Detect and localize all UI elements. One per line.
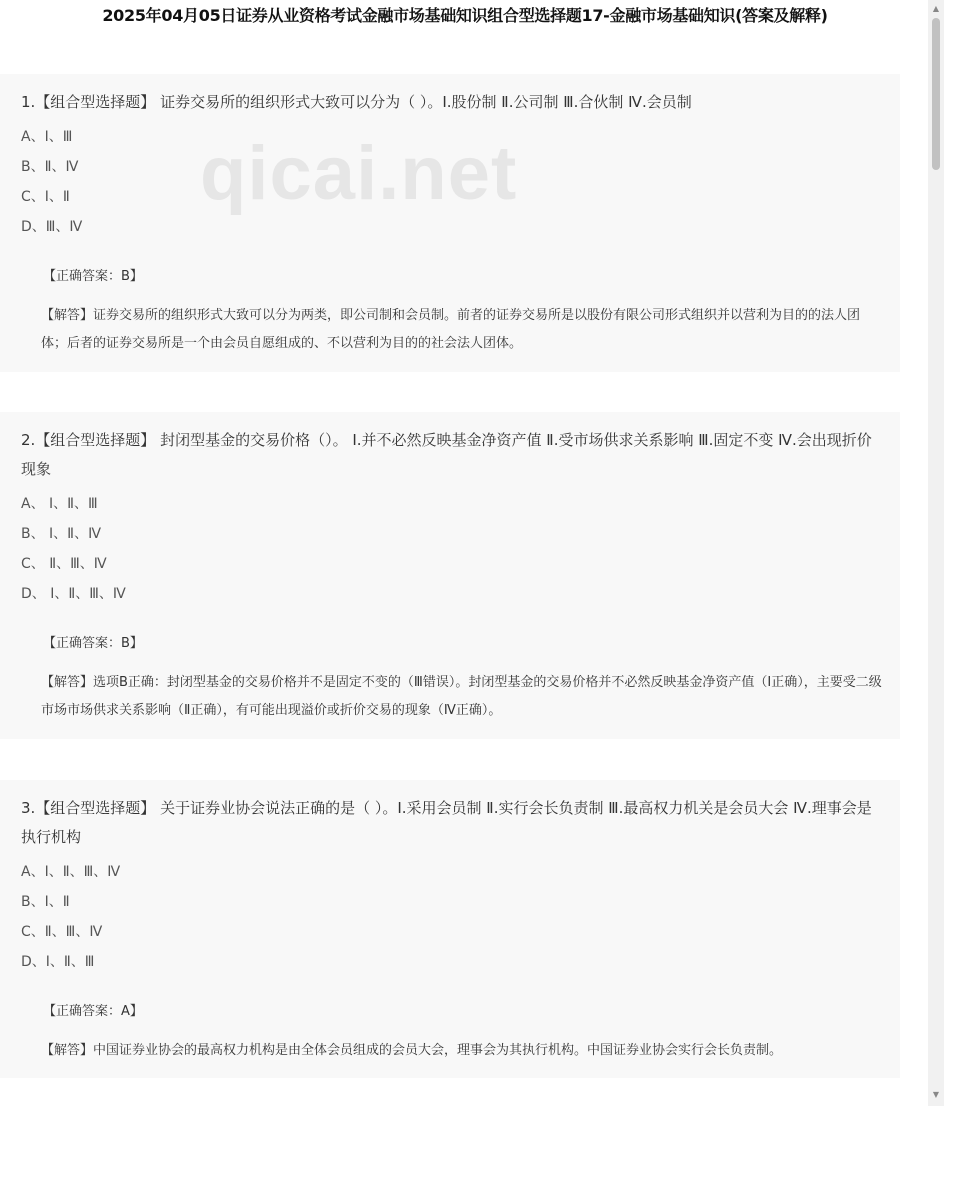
option-list: [21, 489, 882, 609]
watermark-logo: qicai.net: [200, 131, 518, 216]
vertical-scrollbar[interactable]: [928, 0, 944, 1106]
option-a[interactable]: A、Ⅰ、Ⅲ: [21, 129, 73, 145]
question-card-3: [0, 780, 900, 1078]
option-a[interactable]: A、Ⅰ、Ⅱ、Ⅲ、Ⅳ: [21, 864, 121, 880]
correct-answer: 【正确答案：B】: [43, 636, 143, 651]
option-c[interactable]: C、 Ⅱ、Ⅲ、Ⅳ: [21, 556, 107, 572]
scroll-up-arrow-icon[interactable]: ▲: [932, 4, 940, 13]
option-d[interactable]: D、Ⅲ、Ⅳ: [21, 219, 83, 235]
option-list: [21, 857, 882, 977]
option-d[interactable]: D、 Ⅰ、Ⅱ、Ⅲ、Ⅳ: [21, 586, 126, 602]
question-card-2: [0, 412, 900, 739]
option-b[interactable]: B、Ⅱ、Ⅳ: [21, 159, 79, 175]
answer-explanation: 【解答】中国证券业协会的最高权力机构是由全体会员组成的会员大会，理事会为其执行机构。中国证券业协会实行会长负责制。: [41, 1043, 783, 1058]
page-title: 2025年04月05日证券从业资格考试金融市场基础知识组合型选择题17-金融市场基础知识(答案及解释): [102, 6, 828, 25]
correct-answer: 【正确答案：B】: [43, 269, 143, 284]
scrollbar-thumb[interactable]: [932, 18, 940, 170]
answer-explanation: 【解答】选项B正确：封闭型基金的交易价格并不是固定不变的（Ⅲ错误）。封闭型基金的交易价格并不必然反映基金净资产值（Ⅰ正确），主要受二级市场市场供求关系影响（Ⅱ正确），有可能出现溢价或折价交易的现象（Ⅳ正确）。: [41, 675, 882, 718]
option-b[interactable]: B、 Ⅰ、Ⅱ、Ⅳ: [21, 526, 101, 542]
option-c[interactable]: C、Ⅱ、Ⅲ、Ⅳ: [21, 924, 103, 940]
scroll-down-arrow-icon[interactable]: ▼: [932, 1090, 940, 1099]
question-stem: 1.【组合型选择题】 证券交易所的组织形式大致可以分为（ ）。Ⅰ.股份制 Ⅱ.公司制 Ⅲ.合伙制 Ⅳ.会员制: [21, 93, 692, 111]
option-c[interactable]: C、Ⅰ、Ⅱ: [21, 189, 70, 205]
correct-answer: 【正确答案：A】: [43, 1004, 143, 1019]
question-card-1: [0, 74, 900, 372]
answer-explanation: 【解答】证券交易所的组织形式大致可以分为两类，即公司制和会员制。前者的证券交易所是以股份有限公司形式组织并以营利为目的的法人团体；后者的证券交易所是一个由会员自愿组成的、不以营利为目的的社会法人团体。: [41, 308, 861, 351]
option-a[interactable]: A、 Ⅰ、Ⅱ、Ⅲ: [21, 496, 98, 512]
question-stem: 2.【组合型选择题】 封闭型基金的交易价格（）。 Ⅰ.并不必然反映基金净资产值 Ⅱ.受市场供求关系影响 Ⅲ.固定不变 Ⅳ.会出现折价现象: [21, 431, 872, 478]
question-stem: 3.【组合型选择题】 关于证券业协会说法正确的是（ ）。Ⅰ.采用会员制 Ⅱ.实行会长负责制 Ⅲ.最高权力机关是会员大会 Ⅳ.理事会是执行机构: [21, 799, 872, 846]
option-b[interactable]: B、Ⅰ、Ⅱ: [21, 894, 70, 910]
option-d[interactable]: D、Ⅰ、Ⅱ、Ⅲ: [21, 954, 95, 970]
